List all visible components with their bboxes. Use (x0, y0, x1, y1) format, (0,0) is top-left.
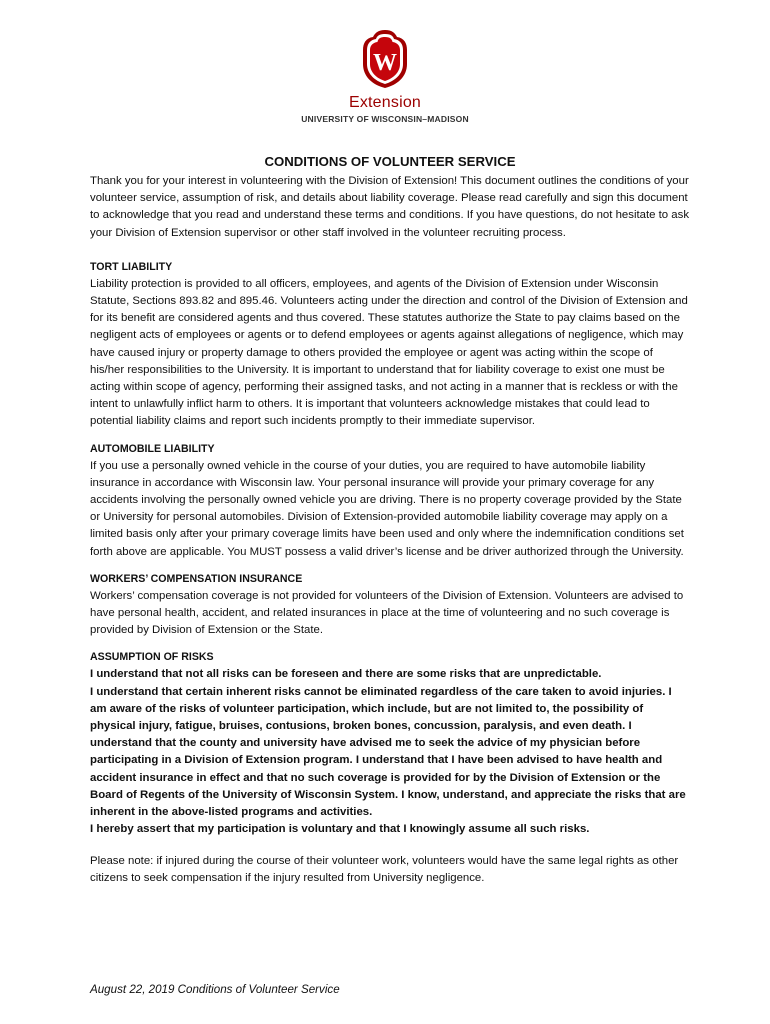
section-body: If you use a personally owned vehicle in the course of your duties, you are required to have automobile liability insurance in accordance with Wisconsin law. Your personal insurance will provide your primary coverage for any accidents involving the personally owned vehicle you are driving. There is no property coverage provided by the State or University for personal automobiles. Division of Extension-provided automobile liability coverage may apply on a limited basis only after your primary coverage limits have been used and only where the indemnification conditions set forth above are applicable. You MUST possess a valid driver’s license and be driver authorized through the University. (90, 459, 684, 558)
page-title: CONDITIONS OF VOLUNTEER SERVICE (264, 154, 516, 169)
section-assumption-of-risks (90, 649, 690, 838)
logo-name: Extension (348, 94, 422, 111)
section-heading: TORT LIABILITY (90, 260, 173, 273)
section-automobile-liability (90, 441, 690, 561)
extension-logo (0, 28, 770, 124)
intro-paragraph: Thank you for your interest in volunteering with the Division of Extension! This document outlines the conditions of your volunteer service, assumption of risk, and details about liability coverage. Please read carefully and sign this document to acknowledge that you read and understand these terms and conditions. If you have questions, do not hesitate to ask your Division of Extension supervisor or other staff involved in the volunteer recruiting process. (90, 175, 690, 239)
please-note-paragraph: Please note: if injured during the course of their volunteer work, volunteers would have the same legal rights as other citizens to seek compensation if the injury resulted from University negligence. (90, 854, 679, 884)
risk-statement-2: I understand that certain inherent risks cannot be eliminated regardless of the care taken to avoid injuries. I am aware of the risks of volunteer participation, which include, but are not limited to, the possibility of physical injury, fatigue, bruises, contusions, broken bones, concussion, paralysis, and even death. I understand that the county and university have advised me to seek the advice of my physician before participating in a Division of Extension program. I understand that I have been advised to have health and accident insurance in effect and that no such coverage is provided for by the Division of Extension or the Board of Regents of the University of Wisconsin System. I know, understand, and appreciate the risks that are inherent in the above-listed programs and activities. (90, 685, 686, 819)
section-tort-liability (90, 259, 690, 431)
uw-crest-icon (361, 28, 409, 90)
section-heading: WORKERS’ COMPENSATION INSURANCE (90, 572, 303, 585)
section-heading: AUTOMOBILE LIABILITY (90, 442, 215, 455)
risk-statement-3: I hereby assert that my participation is voluntary and that I knowingly assume all such risks. (90, 823, 590, 836)
section-body: Liability protection is provided to all officers, employees, and agents of the Division of Extension under Wisconsin Statute, Sections 893.82 and 895.46. Volunteers acting under the direction and control of the Division of Extension and for its benefit are considered agents and thus covered. These statutes authorize the State to pay claims based on the negligent acts of employees or agents or to defend employees or agents against allegations of negligence, which may have caused injury or property damage to others provided the employee or agent was acting within the scope of his/her responsibilities to the University. It is important to understand that for liability coverage to exist one must be acting within scope of agency, performing their assigned tasks, and not acting in a manner that is reckless or with the intent to unlawfully inflict harm to others. It is important that volunteers acknowledge mistakes that could lead to potential liability claims and report such incidents promptly to their immediate supervisor. (90, 277, 688, 428)
section-body: Workers’ compensation coverage is not provided for volunteers of the Division of Extension. Volunteers are advised to have personal health, accident, and related insurances in place at the time of volunteering and no such coverage is provided by Division of Extension or the State. (90, 589, 684, 637)
risk-statement-1: I understand that not all risks can be foreseen and there are some risks that are unpredictable. (90, 668, 602, 681)
section-heading: ASSUMPTION OF RISKS (90, 651, 214, 664)
crest-letter: W (373, 50, 397, 76)
document-body (90, 153, 690, 887)
logo-subtitle: UNIVERSITY OF WISCONSIN–MADISON (301, 114, 469, 124)
section-workers-compensation (90, 571, 690, 640)
page-footer: August 22, 2019 Conditions of Volunteer Service (90, 983, 340, 996)
